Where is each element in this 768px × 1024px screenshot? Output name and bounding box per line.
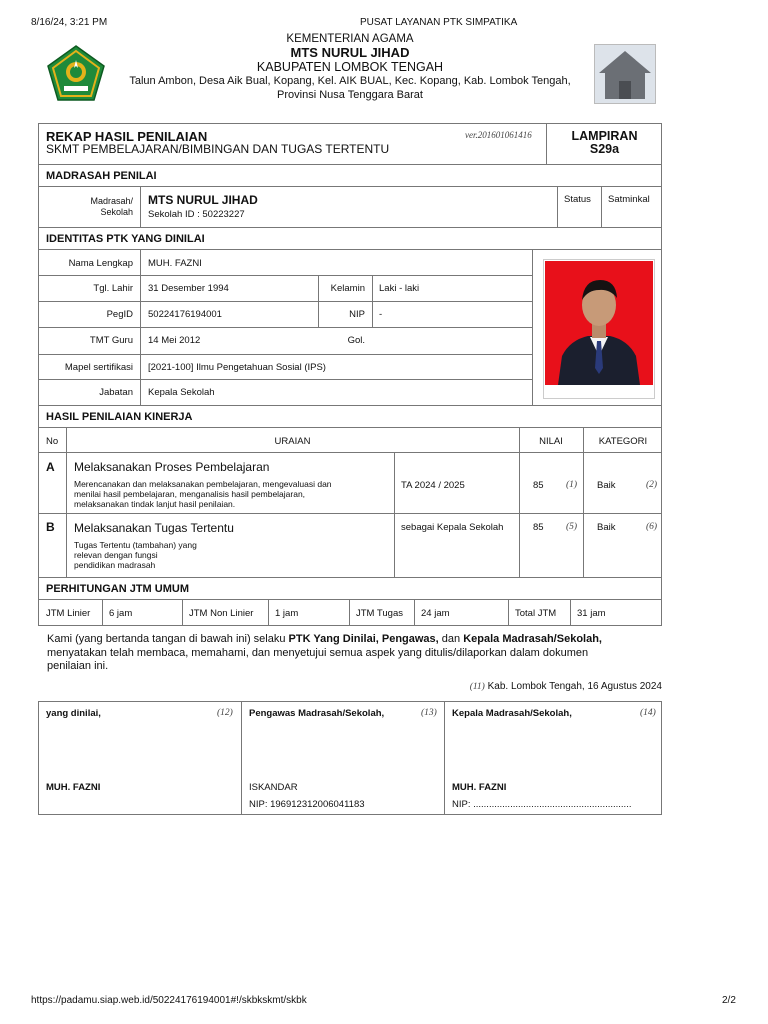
section-heading: PERHITUNGAN JTM UMUM	[46, 583, 189, 595]
print-url: https://padamu.siap.web.id/50224176194001#!/skbkskmt/skbk	[31, 995, 307, 1006]
mapel-label: Mapel sertifikasi	[64, 362, 133, 373]
statement-bold-text: PTK Yang Dinilai, Pengawas,	[288, 633, 439, 645]
kemenag-logo	[46, 44, 106, 102]
row-desc-1: Merencanakan dan melaksanakan pembelajaran, mengevaluasi dan	[74, 479, 332, 489]
version-label: ver.201601061416	[465, 130, 532, 140]
lampiran-label: LAMPIRAN	[571, 129, 638, 143]
row-no: B	[46, 520, 55, 534]
kelamin-value: Laki - laki	[379, 283, 420, 294]
jtm-tugas-label: JTM Tugas	[356, 608, 403, 619]
row-desc-3: melaksanakan tindak lanjut hasil penilaian.	[74, 499, 236, 509]
row-kategori: Baik	[597, 522, 616, 533]
nip-value: -	[379, 309, 383, 320]
row-kategori: Baik	[597, 480, 616, 491]
col-no: No	[46, 436, 59, 447]
statement-line-3: penilaian ini.	[47, 660, 109, 672]
ministry-name: KEMENTERIAN AGAMA	[286, 33, 414, 45]
signature-nip: NIP: 196912312006041183	[249, 799, 365, 810]
row-nilai: 85	[533, 522, 544, 533]
print-title: PUSAT LAYANAN PTK SIMPATIKA	[360, 17, 518, 28]
section-identitas	[39, 228, 661, 250]
approval-statement	[47, 633, 667, 674]
title-block	[38, 123, 662, 165]
jabatan-label: Jabatan	[99, 387, 133, 398]
signature-nip: NIP: ............................................................	[452, 799, 632, 810]
signature-role: Kepala Madrasah/Sekolah,	[452, 708, 572, 719]
nama-label: Nama Lengkap	[68, 258, 133, 269]
section-hasil-kinerja	[39, 406, 661, 428]
signature-ref: (14)	[640, 708, 656, 718]
row-kategori-ref: (2)	[646, 480, 658, 490]
school-building-icon	[594, 44, 656, 104]
jtm-total-label: Total JTM	[515, 608, 557, 619]
signature-role: Pengawas Madrasah/Sekolah,	[249, 708, 385, 719]
row-no: A	[46, 460, 55, 474]
address-line-2: Provinsi Nusa Tenggara Barat	[277, 89, 423, 101]
row-title: Melaksanakan Tugas Tertentu	[74, 521, 234, 535]
signature-table	[38, 701, 662, 815]
kelamin-label: Kelamin	[330, 283, 365, 294]
jtm-tugas-value: 24 jam	[421, 608, 450, 619]
jtm-nonlinier-label: JTM Non Linier	[189, 608, 254, 619]
letterhead	[110, 32, 590, 102]
school-name: MTS NURUL JIHAD	[290, 45, 410, 60]
nip-label: NIP	[349, 309, 365, 320]
school-id: Sekolah ID : 50223227	[148, 209, 245, 220]
row-period: TA 2024 / 2025	[401, 480, 465, 491]
signature-name: MUH. FAZNI	[452, 782, 507, 793]
tmt-label: TMT Guru	[89, 335, 133, 346]
ptk-photo	[543, 259, 655, 399]
statement-bold-text: Kepala Madrasah/Sekolah,	[463, 633, 602, 645]
place-date-ref: (11)	[469, 682, 485, 692]
assessment-form	[38, 164, 662, 626]
pegid-value: 50224176194001	[148, 309, 222, 320]
tmt-value: 14 Mei 2012	[148, 335, 201, 346]
col-kategori: KATEGORI	[598, 436, 648, 447]
jtm-nonlinier-value: 1 jam	[275, 608, 299, 619]
gol-label: Gol.	[347, 335, 365, 346]
jtm-total-value: 31 jam	[577, 608, 606, 619]
signature-role: yang dinilai,	[46, 708, 101, 719]
signature-ref: (12)	[217, 708, 233, 718]
statement-text: dan	[438, 633, 464, 645]
section-heading: MADRASAH PENILAI	[46, 170, 157, 182]
signature-name: ISKANDAR	[249, 782, 298, 793]
regency-name: KABUPATEN LOMBOK TENGAH	[256, 60, 444, 74]
row-kategori-ref: (6)	[646, 522, 658, 532]
madrasah-label: Madrasah/ Sekolah	[90, 196, 133, 217]
address-line-1: Talun Ambon, Desa Aik Bual, Kopang, Kel. AIK BUAL, Kec. Kopang, Kab. Lombok Tengah,	[129, 75, 571, 87]
print-datetime: 8/16/24, 3:21 PM	[31, 17, 108, 28]
jtm-linier-label: JTM Linier	[46, 608, 91, 619]
mapel-value: [2021-100] Ilmu Pengetahuan Sosial (IPS)	[148, 362, 326, 373]
place-date	[470, 681, 662, 692]
row-nilai: 85	[533, 480, 544, 491]
report-title: REKAP HASIL PENILAIAN	[46, 129, 208, 144]
row-nilai-ref: (1)	[566, 480, 578, 490]
signature-ref: (13)	[421, 708, 437, 718]
jtm-linier-value: 6 jam	[109, 608, 133, 619]
madrasah-name: MTS NURUL JIHAD	[148, 193, 258, 207]
jabatan-value: Kepala Sekolah	[148, 387, 215, 398]
row-desc-2: menilai hasil pembelajaran, menganalisis hasil pembelajaran,	[74, 489, 306, 499]
row-desc-2: relevan dengan fungsi	[74, 550, 158, 560]
section-heading: HASIL PENILAIAN KINERJA	[46, 411, 193, 423]
section-jtm	[39, 578, 661, 600]
lahir-value: 31 Desember 1994	[148, 283, 229, 294]
status-value: Satminkal	[608, 194, 650, 205]
print-page-number: 2/2	[722, 995, 736, 1006]
row-desc-3: pendidikan madrasah	[74, 560, 156, 570]
section-madrasah-penilai	[39, 165, 661, 187]
signature-name: MUH. FAZNI	[46, 782, 101, 793]
row-desc-1: Tugas Tertentu (tambahan) yang	[74, 540, 197, 550]
row-title: Melaksanakan Proses Pembelajaran	[74, 460, 270, 474]
row-period: sebagai Kepala Sekolah	[401, 522, 504, 533]
row-nilai-ref: (5)	[566, 522, 578, 532]
statement-text: Kami (yang bertanda tangan di bawah ini) selaku	[47, 633, 289, 645]
col-uraian: URAIAN	[274, 436, 311, 447]
section-heading: IDENTITAS PTK YANG DINILAI	[46, 233, 205, 245]
lampiran-code: S29a	[589, 142, 620, 156]
lahir-label: Tgl. Lahir	[93, 283, 133, 294]
status-label: Status	[564, 194, 591, 205]
col-nilai: NILAI	[539, 436, 563, 447]
report-subtitle: SKMT PEMBELAJARAN/BIMBINGAN DAN TUGAS TERTENTU	[46, 142, 390, 156]
statement-line-2: menyatakan telah membaca, memahami, dan menyetujui semua aspek yang ditulis/dilaporkan dalam dokumen	[47, 646, 589, 659]
nama-value: MUH. FAZNI	[148, 258, 202, 269]
place-date-text: Kab. Lombok Tengah, 16 Agustus 2024	[484, 681, 662, 692]
pegid-label: PegID	[106, 309, 133, 320]
